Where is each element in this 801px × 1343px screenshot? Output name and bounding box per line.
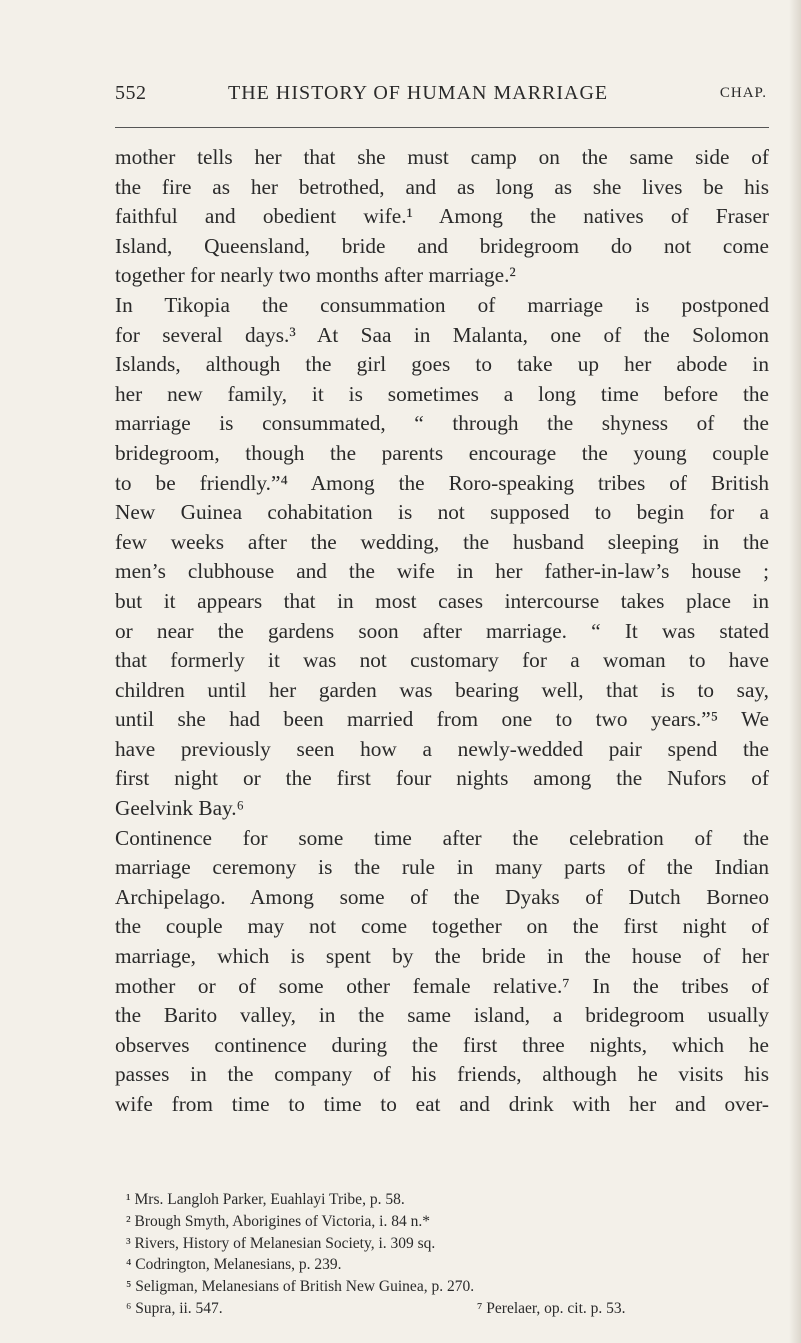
text-line: marriage is consummated, “ through the shyness of the (115, 411, 769, 436)
text-line: In Tikopia the consummation of marriage is postponed (115, 292, 769, 317)
page-number: 552 (115, 82, 147, 104)
text-line: Islands, although the girl goes to take up her abode in (115, 352, 769, 377)
text-line: children until her garden was bearing well, that is to say, (115, 677, 769, 702)
text-line: passes in the company of his friends, although he visits his (115, 1062, 769, 1087)
text-line: but it appears that in most cases intercourse takes place in (115, 588, 769, 613)
text-line: men’s clubhouse and the wife in her father-in-law’s house ; (115, 559, 769, 584)
text-line: marriage ceremony is the rule in many parts of the Indian (115, 855, 769, 880)
text-line: until she had been married from one to two years.”⁵ We (115, 707, 769, 732)
text-line: or near the gardens soon after marriage. “ It was stated (115, 618, 769, 643)
text-line: mother or of some other female relative.⁷ In the tribes of (115, 973, 769, 998)
text-line: few weeks after the wedding, the husband sleeping in the (115, 529, 769, 554)
text-line: together for nearly two months after marriage.² (115, 263, 516, 288)
text-line: wife from time to time to eat and drink with her and over- (115, 1092, 769, 1116)
text-line: to be friendly.”⁴ Among the Roro-speaking tribes of British (115, 470, 769, 495)
text-line: Archipelago. Among some of the Dyaks of Dutch Borneo (115, 884, 769, 909)
running-title: THE HISTORY OF HUMAN MARRIAGE (228, 82, 609, 104)
footnote: ⁵ Seligman, Melanesians of British New Guinea, p. 270. (126, 1278, 475, 1296)
footnote: ² Brough Smyth, Aborigines of Victoria, i. 84 n.* (126, 1212, 430, 1230)
text-line: her new family, it is sometimes a long time before the (115, 381, 769, 406)
footnote: ¹ Mrs. Langloh Parker, Euahlayi Tribe, p. 58. (126, 1191, 405, 1208)
text-line: the fire as her betrothed, and as long as she lives be his (115, 174, 769, 199)
text-line: bridegroom, though the parents encourage the young couple (115, 440, 769, 465)
text-line: New Guinea cohabitation is not supposed to begin for a (115, 500, 769, 525)
text-line: Island, Queensland, bride and bridegroom do not come (115, 233, 769, 258)
text-line: the Barito valley, in the same island, a bridegroom usually (115, 1003, 769, 1028)
text-line: Continence for some time after the celebration of the (115, 825, 769, 850)
footnote-row (126, 1298, 766, 1320)
text-line: Geelvink Bay.⁶ (115, 796, 245, 821)
text-line: have previously seen how a newly-wedded pair spend the (115, 736, 769, 761)
text-line: for several days.³ At Saa in Malanta, one of the Solomon (115, 322, 769, 347)
text-line: mother tells her that she must camp on the same side of (115, 145, 769, 169)
footnote: ⁴ Codrington, Melanesians, p. 239. (126, 1256, 342, 1274)
footnote: ³ Rivers, History of Melanesian Society, i. 309 sq. (126, 1234, 436, 1252)
chapter-label: CHAP. (719, 85, 767, 101)
body-text (115, 143, 769, 1120)
text-line: observes continence during the first three nights, which he (115, 1032, 769, 1057)
text-line: that formerly it was not customary for a woman to have (115, 648, 769, 673)
running-header (115, 82, 767, 112)
header-rule (115, 127, 769, 128)
text-line: the couple may not come together on the first night of (115, 914, 769, 939)
footnote: ⁶ Supra, ii. 547. (126, 1299, 223, 1317)
footnote: ⁷ Perelaer, op. cit. p. 53. (477, 1299, 626, 1317)
text-line: marriage, which is spent by the bride in the house of her (115, 944, 769, 969)
page-edge-shadow (789, 0, 801, 1343)
footnotes (126, 1189, 766, 1320)
text-line: first night or the first four nights among the Nufors of (115, 766, 769, 791)
text-line: faithful and obedient wife.¹ Among the natives of Fraser (115, 204, 769, 229)
